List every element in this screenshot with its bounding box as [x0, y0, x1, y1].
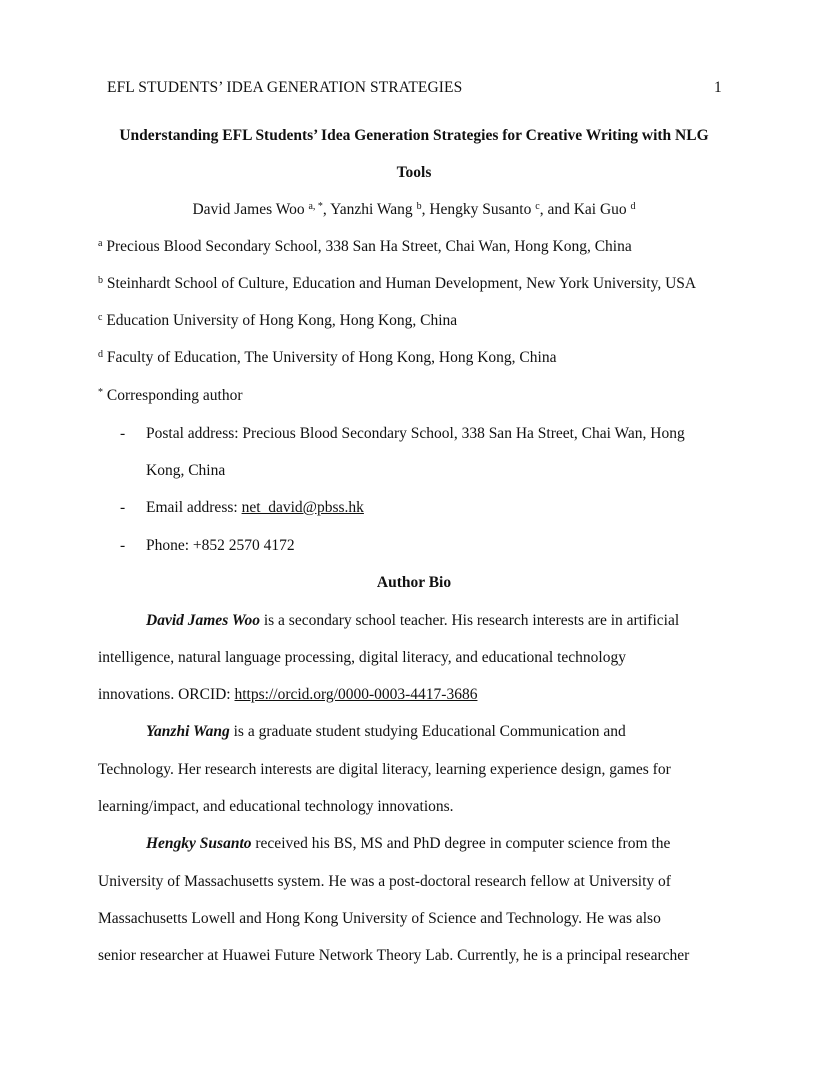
page-number: 1	[714, 79, 722, 96]
author-name: David James Woo	[192, 201, 305, 218]
affiliation-text: Precious Blood Secondary School, 338 San Ha Street, Chai Wan, Hong Kong, China	[106, 238, 632, 255]
bio-text: innovations. ORCID:	[98, 686, 235, 703]
affiliation-b	[98, 274, 696, 294]
corresponding-label: Corresponding author	[106, 387, 243, 404]
bio-text: is a graduate student studying Educational Communication and	[229, 723, 626, 740]
affiliation-superscript: d	[98, 349, 103, 360]
bio-susanto-line-4: senior researcher at Huawei Future Network Theory Lab. Currently, he is a principal researcher	[98, 947, 690, 964]
affiliation-d	[98, 348, 556, 368]
running-head: EFL STUDENTS’ IDEA GENERATION STRATEGIES	[107, 79, 463, 96]
affiliation-text: Education University of Hong Kong, Hong Kong, China	[106, 312, 458, 329]
section-heading: Author Bio	[376, 574, 452, 591]
bio-wang-line-1	[146, 722, 626, 742]
bio-text: is a secondary school teacher. His research interests are in artificial	[259, 612, 680, 629]
postal-address-line-1: Postal address: Precious Blood Secondary School, 338 San Ha Street, Chai Wan, Hong	[146, 425, 685, 442]
bio-woo-line-2: intelligence, natural language processing, digital literacy, and educational technology	[98, 649, 626, 666]
author-name: Hengky Susanto	[429, 201, 532, 218]
affiliation-superscript: a	[98, 238, 103, 249]
author-separator: ,	[322, 201, 331, 218]
author-superscript: c	[535, 201, 540, 212]
paper-title-line-1: Understanding EFL Students’ Idea Generation Strategies for Creative Writing with NLG	[119, 127, 709, 144]
corresponding-author	[98, 386, 242, 406]
bio-text: received his BS, MS and PhD degree in computer science from the	[251, 835, 671, 852]
affiliation-text: Faculty of Education, The University of Hong Kong, Hong Kong, China	[106, 349, 557, 366]
bio-woo-line-3	[98, 685, 477, 705]
bio-susanto-line-2: University of Massachusetts system. He was a post-doctoral research fellow at University of	[98, 873, 671, 890]
bio-author-name: David James Woo	[146, 612, 260, 629]
bio-susanto-line-1	[146, 834, 670, 854]
author-superscript: b	[416, 201, 422, 212]
email-address	[146, 498, 364, 518]
author-separator: ,	[421, 201, 430, 218]
bullet-dash: -	[120, 425, 126, 442]
author-superscript: a, *	[308, 201, 323, 212]
author-superscript: d	[630, 201, 636, 212]
affiliation-a	[98, 237, 632, 257]
email-label: Email address:	[146, 499, 242, 516]
paper-title-line-2: Tools	[396, 164, 432, 181]
affiliation-text: Steinhardt School of Culture, Education and Human Development, New York University, USA	[106, 275, 697, 292]
bio-wang-line-2: Technology. Her research interests are digital literacy, learning experience design, games for	[98, 761, 671, 778]
bio-susanto-line-3: Massachusetts Lowell and Hong Kong University of Science and Technology. He was also	[98, 910, 661, 927]
orcid-link[interactable]: https://orcid.org/0000-0003-4417-3686	[234, 686, 478, 703]
author-list	[0, 200, 828, 220]
bio-author-name: Hengky Susanto	[146, 835, 252, 852]
bullet-dash: -	[120, 537, 126, 554]
corresponding-superscript: *	[98, 387, 103, 398]
author-separator: , and	[539, 201, 574, 218]
author-name: Kai Guo	[573, 201, 627, 218]
bio-woo-line-1	[146, 611, 679, 631]
email-link[interactable]: net_david@pbss.hk	[241, 499, 364, 516]
affiliation-c	[98, 311, 457, 331]
bullet-dash: -	[120, 499, 126, 516]
affiliation-superscript: b	[98, 275, 103, 286]
bio-author-name: Yanzhi Wang	[146, 723, 230, 740]
postal-address-line-2: Kong, China	[146, 462, 226, 479]
phone-number: Phone: +852 2570 4172	[146, 537, 295, 554]
bio-wang-line-3: learning/impact, and educational technology innovations.	[98, 798, 454, 815]
affiliation-superscript: c	[98, 312, 103, 323]
author-name: Yanzhi Wang	[330, 201, 413, 218]
